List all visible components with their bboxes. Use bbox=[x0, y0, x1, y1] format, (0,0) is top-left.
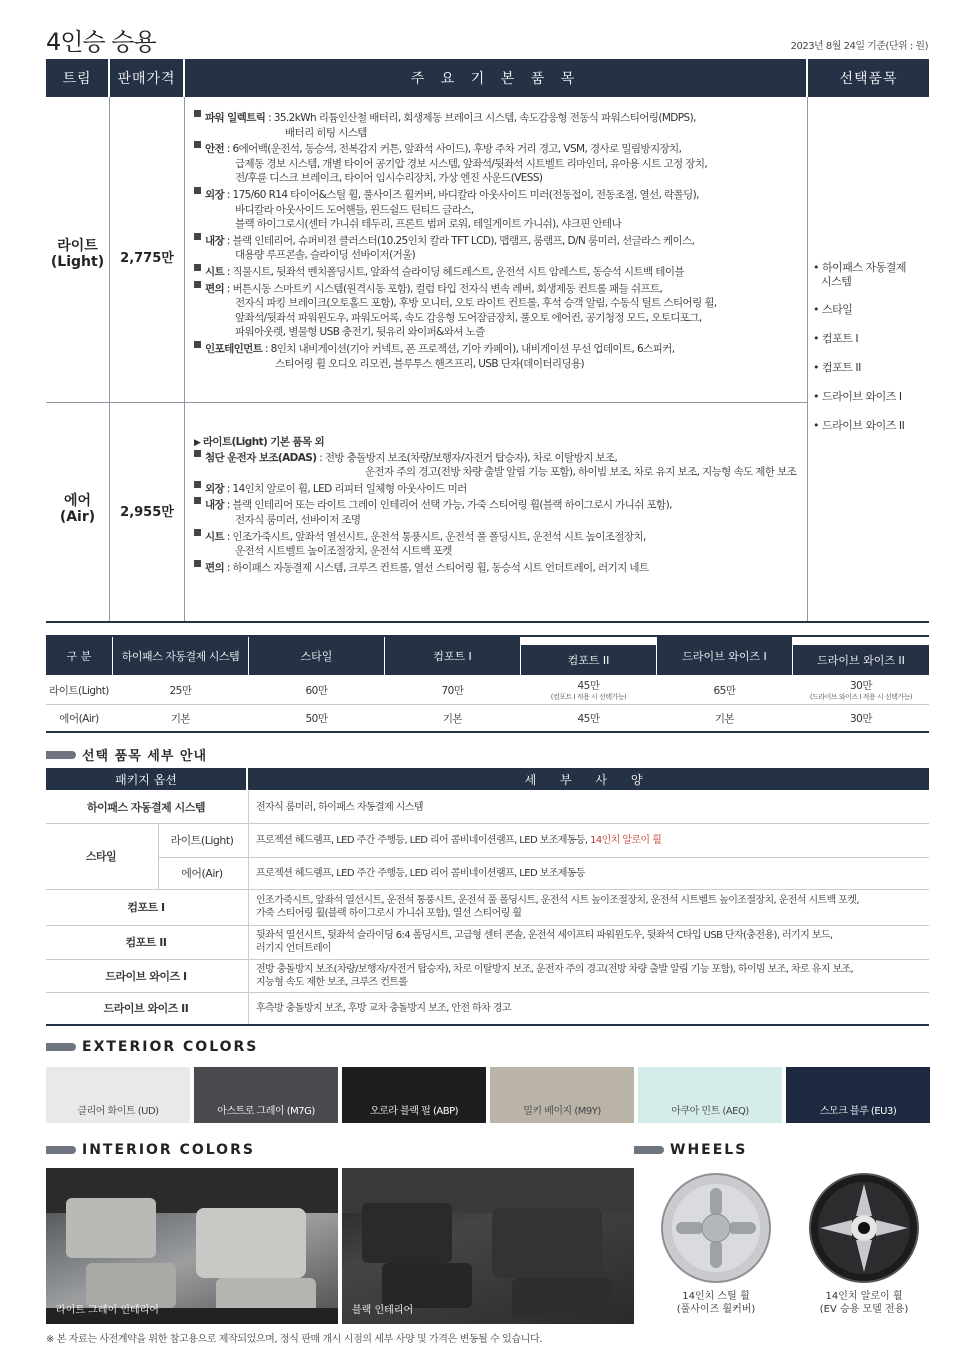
od-text: 뒷좌석 열선시트, 뒷좌석 슬라이딩 6:4 폴딩시트, 고급형 센터 콘솔, 운전석 세이프티 파워윈도우, 뒷좌석 C타입 USB 단자(충전용), 러기지 보드, 러기지 언더트레이 bbox=[256, 930, 833, 954]
pt-cell: 70만 bbox=[441, 684, 464, 697]
feature-item: 편의 : 버튼시동 스마트키 시스템(원격시동 포함), 컬럼 타입 전자식 변속 레버, 회생제동 컨트롤 패들 쉬프트, 전자식 파킹 브레이크(오토홀드 포함), 후방 모니터, 오토 라이트 컨트롤, 후석 승객 알림, 수동식 틸트 스티어링 휠, 앞좌석/뒷좌석 파워윈도우, 파워도어록, 속도 감응형 도어잠금장치, 풀오토 에어컨, 공기청정 모드, 오토디포그, 파워아웃렛, 별물형 USB 충전기, 뒷유리 와이퍼&와셔 노즐 bbox=[194, 282, 804, 340]
trim-name: 에어 bbox=[63, 493, 92, 509]
options-list bbox=[813, 261, 928, 433]
od-header-right: 세 부 사 양 bbox=[248, 768, 929, 790]
od-label: 드라이브 와이즈 II bbox=[103, 1002, 189, 1015]
price-air: 2,955만 bbox=[120, 505, 174, 520]
section-exterior: EXTERIOR COLORS bbox=[46, 1039, 258, 1055]
divider bbox=[109, 97, 110, 622]
pt-cell: 30만 bbox=[849, 712, 872, 725]
page-title: 4인승 승용 bbox=[46, 28, 156, 56]
wheel-steel-caption: 14인치 스틸 휠 (풀사이즈 휠커버) bbox=[676, 1291, 756, 1315]
color-swatch: 밀키 베이지 (M9Y) bbox=[490, 1067, 634, 1123]
divider bbox=[184, 97, 185, 622]
feature-item: 시트 : 직물시트, 뒷좌석 벤치폴딩시트, 앞좌석 슬라이딩 헤드레스트, 운전석 시트 암레스트, 동승석 시트백 테이블 bbox=[194, 265, 804, 280]
od-header-left: 패키지 옵션 bbox=[46, 768, 246, 790]
od-row bbox=[46, 925, 929, 959]
divider bbox=[46, 621, 929, 623]
color-swatch: 스모크 블루 (EU3) bbox=[786, 1067, 930, 1123]
wheel-alloy-icon bbox=[808, 1172, 920, 1288]
od-label: 하이패스 자동결제 시스템 bbox=[86, 801, 206, 814]
interior-label: 라이트 그레이 인테리어 bbox=[56, 1305, 159, 1316]
pt-header-0: 구 분 bbox=[46, 637, 112, 675]
wheel-alloy-caption: 14인치 알로이 휠 (EV 승용 모델 전용) bbox=[819, 1291, 909, 1315]
od-row bbox=[46, 889, 929, 925]
feature-item: 인포테인먼트 : 8인치 내비게이션(기아 커넥트, 폰 프로젝션, 기아 카페이), 내비게이션 무선 업데이트, 6스피커, 스티어링 휠 오디오 리모컨, 블루투스 핸즈프리, USB 단자(데이터리딩용) bbox=[194, 342, 804, 371]
trim-air bbox=[46, 493, 109, 525]
pt-header-2: 스타일 bbox=[249, 637, 384, 675]
pt-cell: 기본 bbox=[442, 712, 463, 725]
divider bbox=[46, 402, 807, 403]
pt-header-1: 하이패스 자동결제 시스템 bbox=[113, 637, 248, 675]
option-hipass-2: 시스템 bbox=[821, 275, 852, 288]
pt-cell: 45만 bbox=[577, 712, 600, 725]
od-row bbox=[46, 959, 929, 992]
divider bbox=[807, 97, 808, 622]
section-bar bbox=[46, 751, 76, 759]
pt-cell: 60만 bbox=[305, 684, 328, 697]
interior-label: 블랙 인테리어 bbox=[352, 1305, 414, 1316]
pt-header-6: 드라이브 와이즈 II bbox=[793, 645, 929, 675]
od-row bbox=[46, 992, 929, 1024]
pt-header-3: 컴포트 I bbox=[385, 637, 520, 675]
feature-item: 파워 일렉트릭 : 35.2kWh 리튬인산철 배터리, 회생제동 브레이크 시스템, 속도감응형 전동식 파워스티어링(MDPS), 배터리 히팅 시스템 bbox=[194, 111, 804, 140]
option-comfort2: • 컴포트 II bbox=[813, 361, 861, 374]
feature-item: 편의 : 하이패스 자동결제 시스템, 크루즈 컨트롤, 열선 스티어링 휠, 동승석 시트 언더트레이, 러기지 네트 bbox=[194, 561, 804, 576]
color-swatch: 오로라 블랙 펄 (ABP) bbox=[342, 1067, 486, 1123]
feature-item: 첨단 운전자 보조(ADAS) : 전방 충돌방지 보조(차량/보행자/자전거 탑승자), 차로 이탈방지 보조, 운전자 주의 경고(전방 차량 출발 알림 기능 포함), 하이빔 보조, 차로 유지 보조, 지능형 속도 제한 보조 bbox=[194, 451, 804, 480]
pt-cell: 50만 bbox=[305, 712, 328, 725]
od-text: 후측방 충돌방지 보조, 후방 교차 충돌방지 보조, 안전 하차 경고 bbox=[256, 1002, 511, 1014]
header-price: 판매가격 bbox=[110, 59, 183, 97]
trim-name-en: (Light) bbox=[50, 254, 105, 270]
section-bar bbox=[46, 1146, 76, 1154]
as-of-date: 2023년 8월 24일 기준(단위 : 원) bbox=[790, 41, 928, 52]
section-wheels: WHEELS bbox=[634, 1142, 747, 1158]
option-drive1: • 드라이브 와이즈 I bbox=[813, 390, 902, 403]
air-lead: ▶ 라이트(Light) 기본 품목 외 bbox=[194, 436, 325, 448]
pt-cell: 30만 (드라이브 와이즈 I 적용 시 선택가능) bbox=[809, 680, 913, 701]
color-swatch: 아쿠아 민트 (AEQ) bbox=[638, 1067, 782, 1123]
trim-name: 라이트 bbox=[57, 238, 98, 254]
section-options-detail: 선택 품목 세부 안내 bbox=[46, 745, 207, 764]
header-trim: 트림 bbox=[46, 59, 108, 97]
od-row bbox=[46, 823, 929, 863]
feature-item: 시트 : 인조가죽시트, 앞좌석 열선시트, 운전석 통풍시트, 운전석 풀 폴딩시트, 운전석 시트 높이조절장치, 운전석 시트벨트 높이조절장치, 운전석 시트백 포켓 bbox=[194, 530, 804, 559]
pt-row-air bbox=[46, 705, 929, 731]
od-row bbox=[46, 857, 929, 889]
od-sublabel: 라이트(Light) bbox=[170, 834, 234, 847]
od-text: 인조가죽시트, 앞좌석 열선시트, 운전석 통풍시트, 운전석 풀 폴딩시트, 운전석 시트 높이조절장치, 운전석 시트벨트 높이조절장치, 운전석 시트백 포켓, 가죽 스티어링 휠(블랙 하이그로시 가니쉬 포함), 열선 스티어링 휠 bbox=[256, 895, 859, 919]
od-sublabel: 에어(Air) bbox=[181, 867, 223, 880]
feature-item: 안전 : 6에어백(운전석, 동승석, 전복감지 커튼, 앞좌석 사이드), 후방 주차 거리 경고, VSM, 경사로 밀림방지장치, 급제동 경보 시스템, 개별 타이어 공기압 경보 시스템, 앞좌석/뒷좌석 시트벨트 리마인더, 유아용 시트 고정 장치, 전/후륜 디스크 브레이크, 타이어 임시수리장치, 가상 엔진 사운드(VESS) bbox=[194, 142, 804, 186]
divider bbox=[46, 1024, 929, 1026]
pt-row-label: 에어(Air) bbox=[59, 712, 99, 725]
od-text: 프로젝션 헤드램프, LED 주간 주행등, LED 리어 콤비네이션램프, LED 보조제동등 bbox=[256, 867, 585, 879]
divider bbox=[248, 791, 249, 1024]
pt-row-label: 라이트(Light) bbox=[49, 684, 109, 697]
pt-header-5: 드라이브 와이즈 I bbox=[657, 637, 792, 675]
trim-name-en: (Air) bbox=[59, 509, 96, 525]
od-text: 전자식 룸미러, 하이패스 자동결제 시스템 bbox=[256, 801, 423, 813]
color-swatch: 클리어 화이트 (UD) bbox=[46, 1067, 190, 1123]
wheel-steel-icon bbox=[660, 1172, 772, 1288]
od-row bbox=[46, 791, 929, 823]
section-bar bbox=[634, 1146, 664, 1154]
od-label: 컴포트 II bbox=[125, 936, 167, 949]
od-label: 컴포트 I bbox=[127, 901, 165, 914]
od-text: 프로젝션 헤드램프, LED 주간 주행등, LED 리어 콤비네이션램프, LED 보조제동등, 14인치 알로이 휠 bbox=[256, 834, 662, 846]
pt-cell: 65만 bbox=[713, 684, 736, 697]
pt-header-4: 컴포트 II bbox=[521, 645, 656, 675]
option-style: • 스타일 bbox=[813, 303, 853, 316]
option-drive2: • 드라이브 와이즈 II bbox=[813, 419, 905, 432]
section-bar bbox=[46, 1043, 76, 1051]
interior-photo-black bbox=[342, 1168, 634, 1324]
feature-item: 내장 : 블랙 인테리어 또는 라이트 그레이 인테리어 선택 가능, 가죽 스티어링 휠(블랙 하이그로시 가니쉬 포함), 전자식 룸미러, 선바이저 조명 bbox=[194, 498, 804, 527]
divider bbox=[46, 731, 929, 733]
divider bbox=[158, 823, 159, 889]
feature-item: 외장 : 175/60 R14 타이어&스틸 휠, 풀사이즈 휠커버, 바디칼라 아웃사이드 미러(전동접이, 전동조절, 열선, 락폴딩), 바디칼라 아웃사이드 도어핸들, 윈드쉴드 틴티드 글라스, 블랙 하이그로시(센터 가니쉬 테두리, 프론트 범퍼 로워, 테일게이트 가니쉬), 샤크핀 안테나 bbox=[194, 188, 804, 232]
features-light bbox=[194, 111, 804, 371]
feature-item: 외장 : 14인치 알로이 휠, LED 리피터 일체형 아웃사이드 미러 bbox=[194, 482, 804, 497]
section-interior: INTERIOR COLORS bbox=[46, 1142, 255, 1158]
trim-light bbox=[46, 238, 109, 270]
option-hipass: • 하이패스 자동결제 bbox=[813, 261, 907, 274]
pt-cell: 45만 (컴포트 I 적용 시 선택가능) bbox=[550, 680, 627, 701]
footnote: ※ 본 자료는 사전계약을 위한 참고용으로 제작되었으며, 정식 판매 개시 시점의 세부 사양 및 가격은 변동될 수 있습니다. bbox=[46, 1334, 542, 1345]
feature-item: 내장 : 블랙 인테리어, 슈퍼비젼 클러스터(10.25인치 칼라 TFT LCD), 맵램프, 룸램프, D/N 룸미러, 선글라스 케이스, 대용량 루프콘솔, 슬라이딩 선바이저(거울) bbox=[194, 234, 804, 263]
header-options: 선택품목 bbox=[808, 59, 929, 97]
pt-cell: 기본 bbox=[170, 712, 191, 725]
od-text: 전방 충돌방지 보조(차량/보행자/자전거 탑승자), 차로 이탈방지 보조, 운전자 주의 경고(전방 차량 출발 알림 기능 포함), 하이빔 보조, 차로 유지 보조, 지능형 속도 제한 보조, 크루즈 컨트롤 bbox=[256, 963, 854, 988]
od-label: 드라이브 와이즈 I bbox=[105, 969, 187, 983]
interior-photo-light-gray bbox=[46, 1168, 338, 1324]
option-comfort1: • 컴포트 I bbox=[813, 332, 859, 345]
features-air bbox=[194, 435, 804, 575]
header-features: 주 요 기 본 품 목 bbox=[185, 59, 806, 97]
od-label: 스타일 bbox=[85, 850, 117, 863]
color-swatch: 아스트로 그레이 (M7G) bbox=[194, 1067, 338, 1123]
air-lead-text: 라이트(Light) 기본 품목 외 bbox=[202, 436, 325, 448]
pt-cell: 25만 bbox=[169, 684, 192, 697]
pt-row-light bbox=[46, 676, 929, 704]
pt-cell: 기본 bbox=[714, 712, 735, 725]
price-light: 2,775만 bbox=[120, 251, 174, 266]
